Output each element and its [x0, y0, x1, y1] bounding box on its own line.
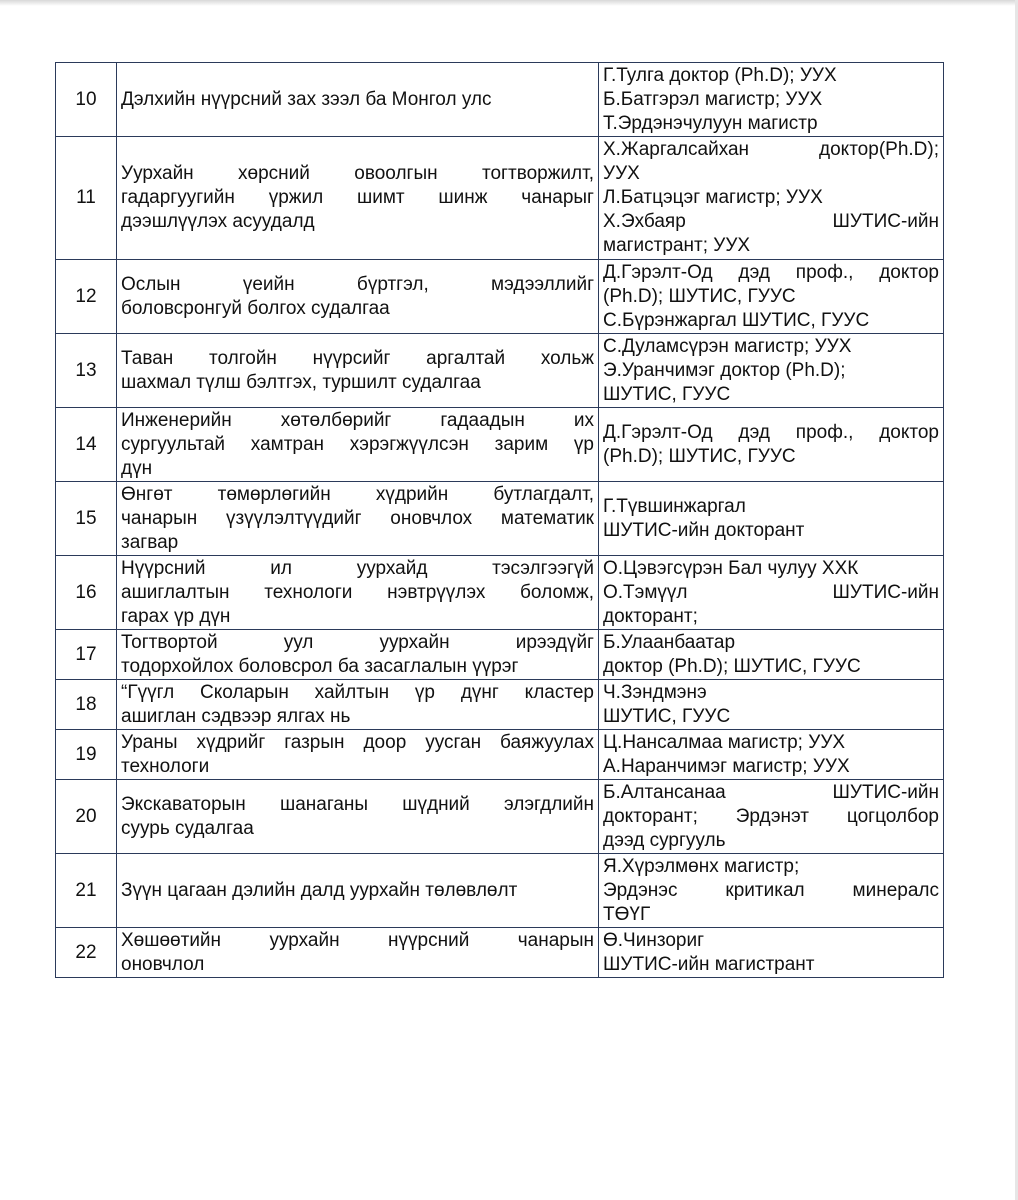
author-line: О.Тэмүүл ШУТИС-ийн	[603, 581, 939, 603]
authors-cell	[599, 928, 944, 978]
topic-cell	[117, 680, 599, 730]
author-line: (Ph.D); ШУТИС, ГУУС	[603, 285, 796, 307]
row-number: 17	[56, 630, 117, 680]
author-line: Г.Түвшинжаргал	[603, 495, 746, 517]
table-row	[56, 408, 944, 482]
authors-cell	[599, 630, 944, 680]
author-line: УУХ	[603, 163, 640, 184]
topic-line: ашиглалтын технологи нэвтрүүлэх боломж,	[121, 581, 594, 603]
topic-cell	[117, 63, 599, 137]
author-line: Д.Гэрэлт-Од дэд проф., доктор	[603, 261, 939, 283]
topic-line: ашиглан сэдвээр ялгах нь	[121, 705, 351, 727]
author-line: С.Бүрэнжаргал ШУТИС, ГУУС	[603, 309, 870, 331]
author-line: Л.Батцэцэг магистр; УУХ	[603, 187, 823, 208]
author-line: ТӨҮГ	[603, 903, 651, 925]
author-line: Х.Эхбаяр ШУТИС-ийн	[603, 211, 939, 232]
topic-cell	[117, 854, 599, 928]
author-line: Эрдэнэс критикал минералс	[603, 879, 939, 901]
author-line: ШУТИС-ийн докторант	[603, 519, 805, 541]
topic-cell	[117, 482, 599, 556]
author-line: А.Наранчимэг магистр; УУХ	[603, 755, 850, 777]
topic-line: Ураны хүдрийг газрын доор уусган баяжуулах	[121, 731, 594, 753]
author-line: дээд сургууль	[603, 829, 726, 851]
topic-line: Өнгөт төмөрлөгийн хүдрийн бутлагдалт,	[121, 483, 594, 505]
topic-line: Дэлхийн нүүрсний зах зээл ба Монгол улс	[121, 88, 492, 110]
authors-cell	[599, 334, 944, 408]
author-line: Т.Эрдэнэчулуун магистр	[603, 112, 818, 134]
topic-cell	[117, 730, 599, 780]
row-number: 14	[56, 408, 117, 482]
topic-line: шахмал түлш бэлтгэх, туршилт судалгаа	[121, 371, 481, 393]
author-line: ШУТИС-ийн магистрант	[603, 953, 815, 975]
author-line: Х.Жаргалсайхан доктор(Ph.D);	[603, 139, 939, 160]
author-line: Г.Тулга доктор (Ph.D); УУХ	[603, 64, 837, 86]
table-row	[56, 334, 944, 408]
topic-cell	[117, 780, 599, 854]
topic-line: боловсронгуй болгох судалгаа	[121, 297, 390, 319]
row-number: 18	[56, 680, 117, 730]
row-number: 15	[56, 482, 117, 556]
author-line: Я.Хүрэлмөнх магистр;	[603, 855, 800, 877]
authors-cell	[599, 730, 944, 780]
authors-cell	[599, 556, 944, 630]
row-number: 13	[56, 334, 117, 408]
topic-cell	[117, 260, 599, 334]
authors-cell	[599, 260, 944, 334]
author-line: Б.Улаанбаатар	[603, 631, 736, 653]
author-line: ШУТИС, ГУУС	[603, 705, 731, 727]
topic-line: Ослын үеийн бүртгэл, мэдээллийг	[121, 273, 594, 295]
row-number: 22	[56, 928, 117, 978]
topic-line: загвар	[121, 531, 179, 553]
topic-line: Экскаваторын шанаганы шүдний элэгдлийн	[121, 793, 594, 815]
table-row	[56, 854, 944, 928]
author-line: Э.Уранчимэг доктор (Ph.D);	[603, 359, 846, 381]
topic-line: Нүүрсний ил уурхайд тэсэлгээгүй	[121, 557, 594, 579]
author-line: С.Дуламсүрэн магистр; УУХ	[603, 335, 852, 357]
author-line: Б.Батгэрэл магистр; УУХ	[603, 88, 823, 110]
topic-line: гарах үр дүн	[121, 605, 231, 627]
table-row	[56, 260, 944, 334]
row-number: 11	[56, 137, 117, 260]
authors-cell	[599, 854, 944, 928]
topic-line: Тогтвортой уул уурхайн ирээдүйг	[121, 631, 594, 653]
row-number: 21	[56, 854, 117, 928]
topic-line: Таван толгойн нүүрсийг аргалтай хольж	[121, 347, 594, 369]
table-body	[56, 63, 944, 978]
row-number: 16	[56, 556, 117, 630]
author-line: Д.Гэрэлт-Од дэд проф., доктор	[603, 421, 939, 443]
author-line: доктор (Ph.D); ШУТИС, ГУУС	[603, 655, 861, 677]
author-line: Ө.Чинзориг	[603, 929, 705, 951]
authors-cell	[599, 780, 944, 854]
author-line: магистрант; УУХ	[603, 235, 751, 256]
authors-cell	[599, 63, 944, 137]
topic-line: тодорхойлох боловсрол ба засаглалын үүрэг	[121, 655, 519, 677]
topic-line: чанарын үзүүлэлтүүдийг оновчлох математик	[121, 507, 594, 529]
topic-line: Уурхайн хөрсний овоолгын тогтворжилт,	[121, 163, 594, 184]
topic-cell	[117, 408, 599, 482]
row-number: 12	[56, 260, 117, 334]
authors-cell	[599, 137, 944, 260]
topic-line: оновчлол	[121, 953, 205, 975]
topic-line: дээшлүүлэх асуудалд	[121, 211, 315, 232]
authors-cell	[599, 482, 944, 556]
topic-line: сургуультай хамтран хэрэгжүүлсэн зарим үр	[121, 433, 594, 455]
table-row	[56, 63, 944, 137]
table-row	[56, 928, 944, 978]
table-row	[56, 680, 944, 730]
author-line: Ч.Зэндмэнэ	[603, 681, 707, 703]
author-line: докторант;	[603, 605, 698, 627]
page-top-shadow	[0, 0, 1018, 6]
table-row	[56, 780, 944, 854]
topic-line: Хөшөөтийн уурхайн нүүрсний чанарын	[121, 929, 594, 951]
row-number: 19	[56, 730, 117, 780]
topic-cell	[117, 334, 599, 408]
table-row	[56, 556, 944, 630]
author-line: докторант; Эрдэнэт цогцолбор	[603, 805, 939, 827]
authors-cell	[599, 680, 944, 730]
table-row	[56, 482, 944, 556]
table-row	[56, 630, 944, 680]
authors-cell	[599, 408, 944, 482]
topic-line: Инженерийн хөтөлбөрийг гадаадын их	[121, 409, 594, 431]
topic-cell	[117, 137, 599, 260]
topic-line: Зүүн цагаан дэлийн далд уурхайн төлөвлөлт	[121, 879, 518, 901]
topic-line: суурь судалгаа	[121, 817, 254, 839]
research-topics-table	[55, 62, 944, 978]
row-number: 10	[56, 63, 117, 137]
author-line: ШУТИС, ГУУС	[603, 383, 731, 405]
author-line: Б.Алтансанаа ШУТИС-ийн	[603, 781, 939, 803]
topic-line: “Гүүгл Сколарын хайлтын үр дүнг кластер	[121, 681, 594, 703]
topic-cell	[117, 630, 599, 680]
row-number: 20	[56, 780, 117, 854]
topic-line: технологи	[121, 755, 210, 777]
topic-cell	[117, 556, 599, 630]
table-row	[56, 730, 944, 780]
topic-line: гадаргуугийн үржил шимт шинж чанарыг	[121, 187, 594, 208]
author-line: О.Цэвэгсүрэн Бал чулуу ХХК	[603, 557, 859, 579]
author-line: Ц.Нансалмаа магистр; УУХ	[603, 731, 846, 753]
topic-line: дүн	[121, 457, 153, 479]
table-row	[56, 137, 944, 260]
author-line: (Ph.D); ШУТИС, ГУУС	[603, 445, 796, 467]
topic-cell	[117, 928, 599, 978]
